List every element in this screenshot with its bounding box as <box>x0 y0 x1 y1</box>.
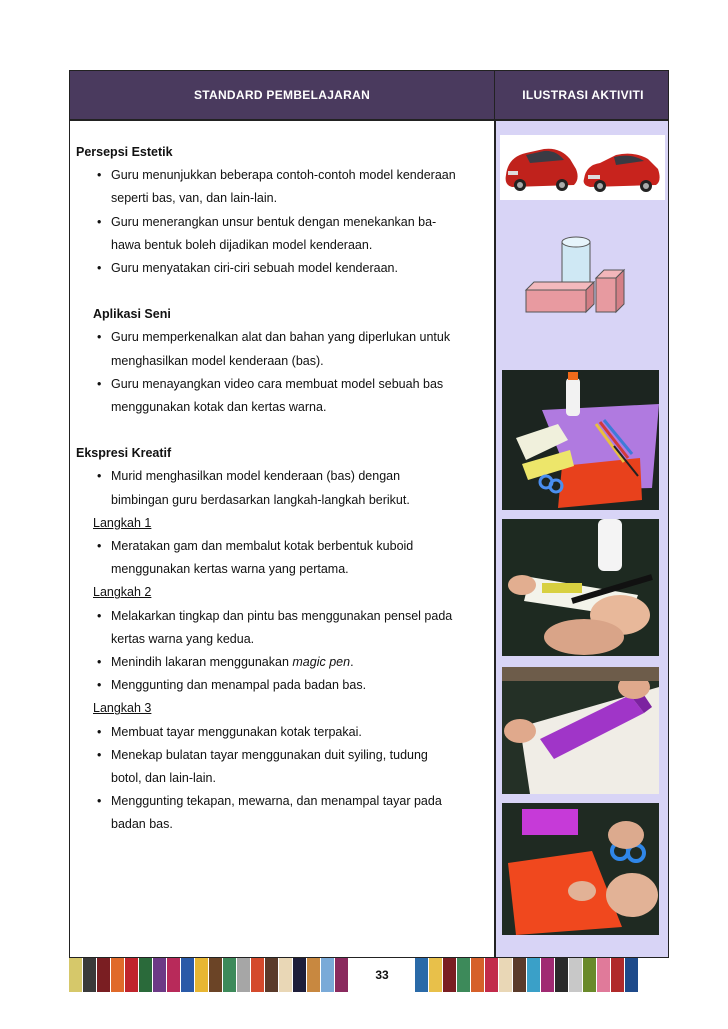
pencil-footer-band <box>69 958 659 992</box>
list-item: • Guru menunjukkan beberapa contoh-contoh model kenderaan <box>76 164 488 187</box>
step-title-3: Langkah 3 <box>93 701 152 716</box>
learning-standard-content <box>76 141 488 837</box>
car-models-image <box>500 135 665 200</box>
list-item: • Meratakan gam dan membalut kotak berbentuk kuboid <box>76 535 488 558</box>
magic-pen-term: magic pen <box>292 655 351 670</box>
list-item-continued: menggunakan kertas warna yang pertama. <box>111 562 349 577</box>
table-header <box>70 71 668 119</box>
list-item-continued: menggunakan kotak dan kertas warna. <box>111 400 327 415</box>
step3-photo <box>502 803 659 935</box>
list-item: • Guru menayangkan video cara membuat model sebuah bas <box>76 373 488 396</box>
step2-photo <box>502 667 659 794</box>
list-item-continued: badan bas. <box>111 817 173 832</box>
list-item: • Menindih lakaran menggunakan magic pen. <box>76 651 488 674</box>
list-item: • Menekap bulatan tayar menggunakan duit syiling, tudung <box>76 744 488 767</box>
header-ilustrasi-aktiviti: ILUSTRASI AKTIVITI <box>494 71 671 119</box>
list-item: • Guru menerangkan unsur bentuk dengan menekankan ba- <box>76 211 488 234</box>
list-item: • Melakarkan tingkap dan pintu bas menggunakan pensel pada <box>76 605 488 628</box>
list-item-continued: seperti bas, van, dan lain-lain. <box>111 191 278 206</box>
header-standard-pembelajaran: STANDARD PEMBELAJARAN <box>193 88 371 102</box>
list-item-continued: menghasilkan model kenderaan (bas). <box>111 353 324 368</box>
step-title-2: Langkah 2 <box>93 585 152 600</box>
list-item: • Membuat tayar menggunakan kotak terpakai. <box>76 721 488 744</box>
column-divider <box>494 119 496 957</box>
3d-shapes-image <box>524 232 628 314</box>
step1-photo <box>502 519 659 656</box>
step-title-1: Langkah 1 <box>93 515 152 530</box>
list-item: • Guru menyatakan ciri-ciri sebuah model kenderaan. <box>76 257 488 280</box>
materials-photo <box>502 370 659 510</box>
list-item: • Murid menghasilkan model kenderaan (bas) dengan <box>76 465 488 488</box>
list-item-continued: botol, dan lain-lain. <box>111 771 216 786</box>
list-item: • Menggunting tekapan, mewarna, dan menampal tayar pada <box>76 790 488 813</box>
list-item: • Guru memperkenalkan alat dan bahan yang diperlukan untuk <box>76 326 488 349</box>
list-item-continued: hawa bentuk boleh dijadikan model kenderaan. <box>111 237 373 252</box>
section-title-aplikasi: Aplikasi Seni <box>93 307 171 322</box>
pencil-strip-right <box>415 958 639 992</box>
section-title-persepsi: Persepsi Estetik <box>76 145 173 159</box>
section-title-ekspresi: Ekspresi Kreatif <box>76 446 172 461</box>
pencil-strip-left <box>69 958 349 992</box>
list-item: • Menggunting dan menampal pada badan bas. <box>76 674 488 697</box>
list-item-continued: bimbingan guru berdasarkan langkah-langkah berikut. <box>111 492 410 507</box>
page-number: 33 <box>355 958 409 992</box>
list-item-continued: kertas warna yang kedua. <box>111 631 255 646</box>
